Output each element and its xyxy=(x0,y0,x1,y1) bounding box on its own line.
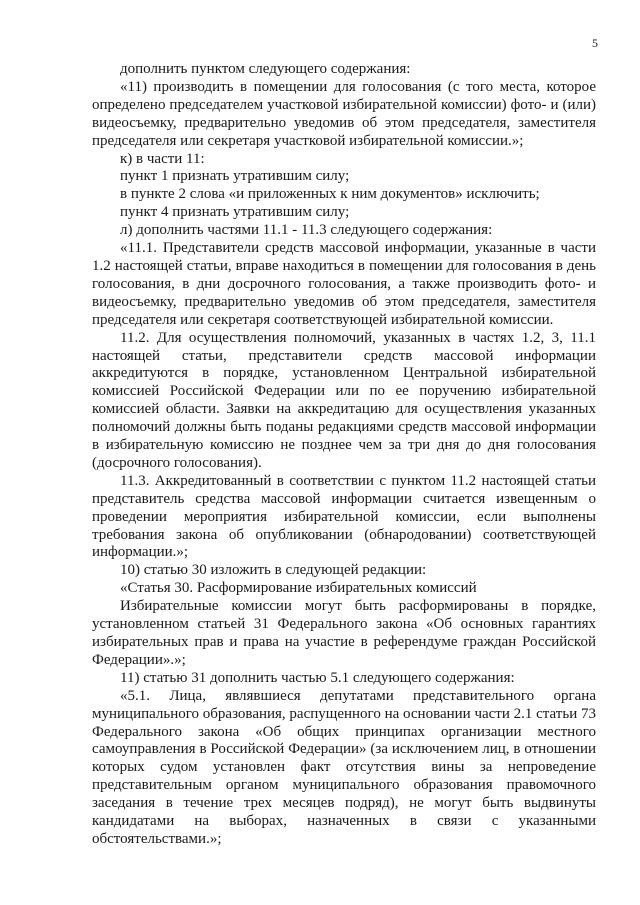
paragraph: «Статья 30. Расформирование избирательных комиссий xyxy=(120,580,477,597)
paragraph: пункт 1 признать утратившим силу; xyxy=(120,168,350,185)
paragraph: 11.2. Для осуществления полномочий, указанных в частях 1.2, 3, 11.1 настоящей статьи, представители средств массовой информации аккредитуются в порядке, установленном Центральной избирательной комиссией Российской Федерации или по ее поручению избирательной комиссией области. Заявки на аккредитацию для осуществления указанных полномочий должны быть поданы редакциями средств массовой информации в избирательную комиссию не позднее чем за три дня до дня голосования (досрочного голосования). xyxy=(92,329,596,471)
paragraph: л) дополнить частями 11.1 - 11.3 следующего содержания: xyxy=(120,222,493,239)
paragraph: 11) статью 31 дополнить частью 5.1 следующего содержания: xyxy=(120,669,515,686)
paragraph: «5.1. Лица, являвшиеся депутатами представительного органа муниципального образования, распущенного на основании части 2.1 статьи 73 Федерального закона «Об общих принципах организации местного самоуправления в Российской Федерации» (за исключением лиц, в отношении которых судом установлен факт отсутствия вины за непроведение представительным органом муниципального образования правомочного заседания в течение трех месяцев подряд), не могут быть выдвинуты кандидатами на выборах, назначенных в связи с указанными обстоятельствами.»; xyxy=(92,687,596,847)
paragraph: в пункте 2 слова «и приложенных к ним документов» исключить; xyxy=(120,186,540,203)
paragraph: «11.1. Представители средств массовой информации, указанные в части 1.2 настоящей статьи, вправе находиться в помещении для голосования в день голосования, в дни досрочного голосования, а также производить фото- и видеосъемку, предварительно уведомив об этом председателя, заместителя председателя или секретаря соответствующей избирательной комиссии. xyxy=(92,240,596,328)
paragraph: Избирательные комиссии могут быть расформированы в порядке, установленном статьей 31 Федерального закона «Об основных гарантиях избирательных прав и права на участие в референдуме граждан Российской Федерации».»; xyxy=(92,598,596,668)
paragraph: 11.3. Аккредитованный в соответствии с пунктом 11.2 настоящей статьи представитель средства массовой информации считается извещенным о проведении мероприятия избирательной комиссии, если выполнены требования закона об опубликовании (обнародовании) соответствующей информации.»; xyxy=(92,472,596,561)
document-body xyxy=(92,61,596,849)
paragraph: дополнить пунктом следующего содержания: xyxy=(120,61,411,77)
paragraph: 10) статью 30 изложить в следующей редакции: xyxy=(120,562,427,579)
page-number: 5 xyxy=(592,36,598,50)
paragraph: «11) производить в помещении для голосования (с того места, которое определено председателем участковой избирательной комиссии) фото- и (или) видеосъемку, предварительно уведомив об этом председателя, заместителя председателя или секретаря участковой избирательной комиссии.»; xyxy=(92,78,596,149)
paragraph: к) в части 11: xyxy=(120,150,205,167)
paragraph: пункт 4 признать утратившим силу; xyxy=(120,204,350,221)
